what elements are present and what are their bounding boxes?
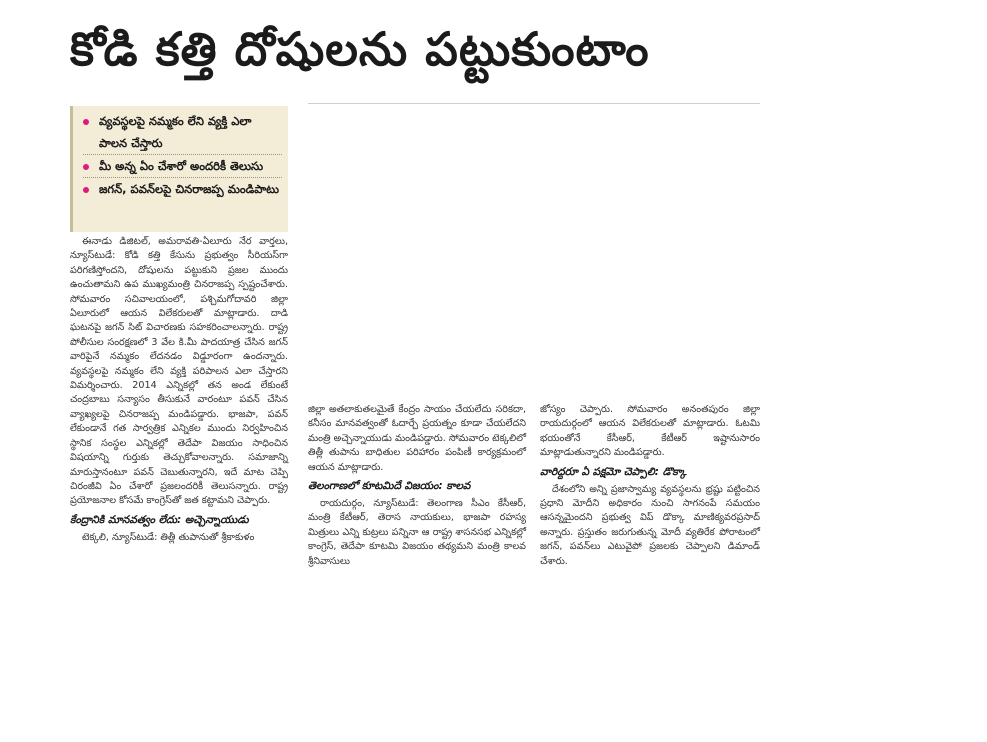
highlight-item [83,110,282,155]
column-1 [70,235,288,545]
body-paragraph: జోస్యం చెప్పారు. సోమవారం అనంతపురం జిల్లా రాయదుర్గంలో ఆయన విలేకరులతో మాట్లాడారు. ఓటమి భయంతోనే కేసీఆర్‌, కేటీఆర్‌ ఇష్టానుసారం మాట్లాడుతున్నారని మండిపడ్డారు. [540,404,760,459]
article-headline: కోడి కత్తి దోషులను పట్టుకుంటాం [70,22,650,76]
subhead: తెలంగాణలో కూటమిదే విజయం: కాలవ [308,480,471,493]
bullet-icon [83,119,89,125]
header-rule [308,103,760,104]
body-paragraph: దేశంలోని అన్ని ప్రజాస్వామ్య వ్యవస్థలను భ్రష్టు పట్టించిన ప్రధాని మోదీని అధికారం నుంచి సాగనంపే సమయం ఆసన్నమైందని ప్రభుత్వ విప్‌ డొక్కా మాణిక్యవరప్రసాద్‌ అన్నారు. ప్రస్తుతం జరుగుతున్న మోదీ వ్యతిరేక పోరాటంలో జగన్‌, పవన్‌లు ఎటువైపో ప్రజలకు చెప్పాలని డిమాండ్‌ చేశారు. [540,483,760,567]
highlight-text: జగన్‌, పవన్‌లపై చినరాజప్ప మండిపాటు [99,182,279,196]
column-2 [308,403,526,569]
highlight-text: మీ అన్న ఏం చేశారో అందరికీ తెలుసు [99,159,264,173]
bullet-icon [83,187,89,193]
bullet-icon [83,164,89,170]
highlights-box [70,106,288,232]
body-paragraph: ఈనాడు డిజిటల్‌, అమరావతి-ఏలూరు నేర వార్తలు, న్యూస్‌టుడే: కోడి కత్తి కేసును ప్రభుత్వం సీరియస్‌గా పరిగణిస్తోందని, దోషులను పట్టుకుని ప్రజల ముందు ఉంచుతామని ఉప ముఖ్యమంత్రి చినరాజప్ప స్పష్టంచేశారు. సోమవారం సచివాలయంలో, పశ్చిమగోదావరి జిల్లా ఏలూరులో ఆయన విలేకరులతో మాట్లాడారు. దాడి ఘటనపై జగన్‌ సిట్‌ విచారణకు సహకరించాలన్నారు. రాష్ట్ర పోలీసుల సంరక్షణలో 3 వేల కి.మీ పాదయాత్ర చేసిన జగన్‌ వారిపైనే నమ్మకం లేదనడం విడ్డూరంగా ఉందన్నారు. వ్యవస్థలపై నమ్మకం లేని వ్యక్తి పరిపాలన ఎలా చేస్తారని విమర్శించారు. 2014 ఎన్నికల్లో తన అండ లేకుంటే చంద్రబాబు సన్యాసం తీసుకునే వారంటూ పవన్‌ చేసిన వ్యాఖ్యలపై చినరాజప్ప మండిపడ్డారు. భాజపా, పవన్‌ లేకుండానే గత సార్వత్రిక ఎన్నికల ముందు నిర్వహించిన స్థానిక సంస్థల ఎన్నికల్లో తెదేపా విజయం సాధించిన విషయాన్ని గుర్తుకు తెచ్చుకోవాలన్నారు. సమాజాన్ని మారుస్తానంటూ పవన్‌ చెబుతున్నారని, ఇదే మాట చెప్పి చిరంజీవి ఏం చేశారో ప్రజలందరికీ తెలుసన్నారు. రాష్ట్ర ప్రయోజనాల కోసమే కాంగ్రెస్‌తో జత కట్టామని చెప్పారు. [70,236,288,507]
highlight-item [83,178,282,200]
dateline-paragraph: టెక్కలి, న్యూస్‌టుడే: తిత్లీ తుపానుతో శ్రీకాకుళం [82,531,255,543]
highlight-item [83,155,282,178]
body-paragraph: జిల్లా అతలాకుతలమైతే కేంద్రం సాయం చేయలేదు సరికదా, కనీసం మానవత్వంతో ఓదార్చే ప్రయత్నం కూడా చేయలేదని మంత్రి అచ్చెన్నాయుడు మండిపడ్డారు. సోమవారం టెక్కలిలో తిత్లీ తుపాను బాధితుల పరిహారం పంపిణీ కార్యక్రమంలో ఆయన మాట్లాడారు. [308,404,526,473]
subhead: వారిద్దరూ ఏ పక్షమో చెప్పాలి: డొక్కా [540,465,687,478]
subhead: కేంద్రానికి మానవత్వం లేదు: అచ్చెన్నాయుడు [70,513,249,526]
highlight-text: వ్యవస్థలపై నమ్మకం లేని వ్యక్తి ఎలా పాలన చేస్తారు [99,114,252,150]
column-3 [540,403,760,569]
body-paragraph: రాయదుర్గం, న్యూస్‌టుడే: తెలంగాణ సీఎం కేసీఆర్‌, మంత్రి కేటీఆర్‌, తెరాస నాయకులు, భాజపా రహస్య మిత్రులు ఎన్ని కుట్రలు పన్నినా ఆ రాష్ట్ర శాసనసభ ఎన్నికల్లో కాంగ్రెస్‌, తెదేపా కూటమి విజయం తథ్యమని మంత్రి కాలవ శ్రీనివాసులు [308,498,526,567]
